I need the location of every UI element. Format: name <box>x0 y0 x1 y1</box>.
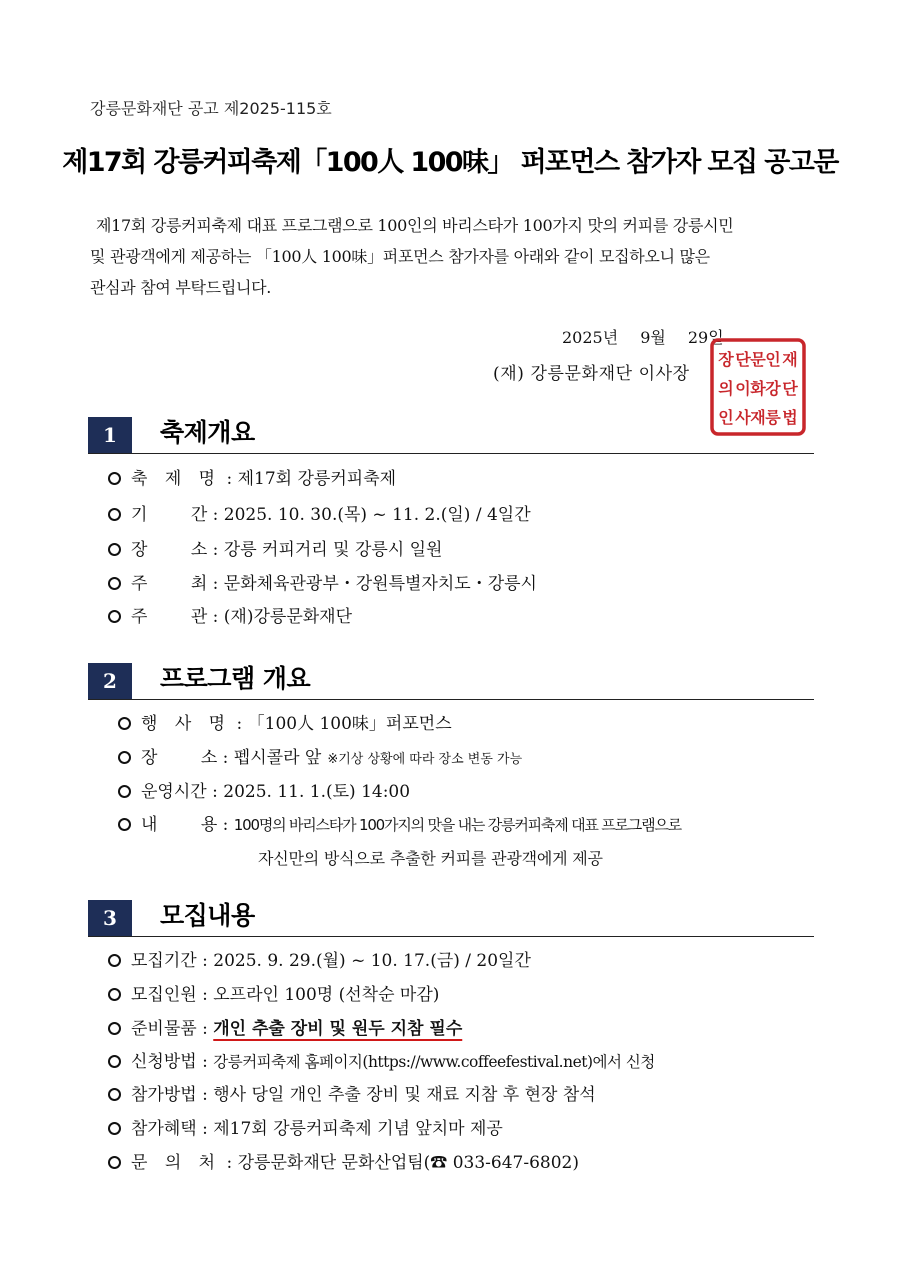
item-value: 2025. 9. 29.(월) ~ 10. 17.(금) / 20일간 <box>213 951 531 971</box>
item-label: 참가혜택 <box>131 1119 197 1139</box>
intro-line: 관심과 참여 부탁드립니다. <box>90 278 272 297</box>
bullet-circle-icon <box>118 818 131 831</box>
item-value: 펩시콜라 앞 <box>233 748 322 768</box>
notice-number: 강릉문화재단 공고 제2025-115호 <box>90 99 332 118</box>
date-month: 9월 <box>640 328 666 347</box>
list-item: 신청방법 : 강릉커피축제 홈페이지(https://www.coffeefestival.net)에서 신청 <box>108 1049 655 1075</box>
seal-glyph: 사 <box>735 408 751 427</box>
item-value: 제17회 강릉커피축제 기념 앞치마 제공 <box>213 1119 503 1139</box>
intro-paragraph <box>90 210 815 303</box>
list-item: 운영시간 : 2025. 11. 1.(토) 14:00 <box>118 779 410 805</box>
item-value: 강릉문화재단 문화산업팀(☎ 033-647-6802) <box>237 1153 579 1173</box>
intro-line: 제17회 강릉커피축제 대표 프로그램으로 100인의 바리스타가 100가지 맛의 커피를 강릉시민 <box>96 216 734 235</box>
seal-glyph: 인 <box>718 408 734 427</box>
item-value: 100명의 바리스타가 100가지의 맛을 내는 강릉커피축제 대표 프로그램으로 <box>233 816 681 834</box>
list-item: 준비물품 : 개인 추출 장비 및 원두 지참 필수 <box>108 1016 462 1042</box>
bullet-circle-icon <box>108 1088 121 1101</box>
seal-glyph: 재 <box>782 350 798 369</box>
item-value: 2025. 10. 30.(목) ~ 11. 2.(일) / 4일간 <box>223 505 531 525</box>
seal-glyph: 인 <box>765 350 781 369</box>
seal-glyph: 이 <box>735 379 751 398</box>
section-number: 3 <box>88 900 132 936</box>
bullet-circle-icon <box>108 1022 121 1035</box>
list-item: 참가혜택 : 제17회 강릉커피축제 기념 앞치마 제공 <box>108 1116 503 1142</box>
bullet-circle-icon <box>108 1055 121 1068</box>
item-value: 강릉 커피거리 및 강릉시 일원 <box>223 540 443 560</box>
seal-glyph: 단 <box>782 379 798 398</box>
bullet-circle-icon <box>108 1122 121 1135</box>
list-item: 행 사 명 : 「100人 100味」퍼포먼스 <box>118 711 452 737</box>
item-label: 주 관 <box>131 607 208 627</box>
item-label: 행 사 명 <box>141 714 232 734</box>
item-label: 주 최 <box>131 574 208 594</box>
item-value: (재)강릉문화재단 <box>223 607 353 627</box>
item-value: 제17회 강릉커피축제 <box>237 469 397 489</box>
seal-glyph: 재 <box>750 408 766 427</box>
document-title: 제17회 강릉커피축제「100人 100味」 퍼포먼스 참가자 모집 공고문 <box>62 147 838 178</box>
item-value: 문화체육관광부・강원특별자치도・강릉시 <box>223 574 537 594</box>
intro-line: 및 관광객에게 제공하는 「100人 100味」퍼포먼스 참가자를 아래와 같이 모집하오니 많은 <box>90 247 710 266</box>
section-title: 프로그램 개요 <box>160 664 311 693</box>
list-item: 모집인원 : 오프라인 100명 (선착순 마감) <box>108 982 439 1008</box>
issue-date <box>562 325 724 348</box>
list-item: 모집기간 : 2025. 9. 29.(월) ~ 10. 17.(금) / 20일간 <box>108 948 531 974</box>
bullet-circle-icon <box>108 577 121 590</box>
item-label: 신청방법 <box>131 1052 197 1072</box>
bullet-circle-icon <box>118 717 131 730</box>
list-item: 주 최 : 문화체육관광부・강원특별자치도・강릉시 <box>108 571 537 597</box>
list-item: 내 용 : 100명의 바리스타가 100가지의 맛을 내는 강릉커피축제 대표 프로그램으로 <box>118 812 681 838</box>
item-label: 내 용 <box>141 815 218 835</box>
section-number: 1 <box>88 417 132 453</box>
seal-glyph: 릉 <box>765 408 781 427</box>
list-item: 축 제 명 : 제17회 강릉커피축제 <box>108 466 396 492</box>
required-items-emphasis: 개인 추출 장비 및 원두 지참 필수 <box>213 1019 463 1039</box>
item-label: 모집기간 <box>131 951 197 971</box>
seal-glyph: 화 <box>750 379 766 398</box>
seal-glyph: 강 <box>765 379 781 398</box>
bullet-circle-icon <box>108 954 121 967</box>
seal-glyph: 문 <box>750 350 766 369</box>
item-label: 준비물품 <box>131 1019 197 1039</box>
item-label: 참가방법 <box>131 1085 197 1105</box>
bullet-circle-icon <box>108 988 121 1001</box>
bullet-circle-icon <box>108 472 121 485</box>
list-item: 기 간 : 2025. 10. 30.(목) ~ 11. 2.(일) / 4일간 <box>108 502 531 528</box>
section-title: 축제개요 <box>160 418 255 447</box>
list-item: 주 관 : (재)강릉문화재단 <box>108 604 352 630</box>
date-day: 29일 <box>687 328 724 347</box>
bullet-circle-icon <box>108 543 121 556</box>
list-item: 장 소 : 펩시콜라 앞 ※기상 상황에 따라 장소 변동 가능 <box>118 745 522 771</box>
section-header-overview <box>88 413 814 454</box>
venue-note: ※기상 상황에 따라 장소 변동 가능 <box>327 752 523 767</box>
item-value: 강릉커피축제 홈페이지(https://www.coffeefestival.net)에서 신청 <box>213 1053 655 1071</box>
item-value: 행사 당일 개인 추출 장비 및 재료 지참 후 현장 참석 <box>213 1085 596 1105</box>
date-year: 2025년 <box>562 328 619 347</box>
section-title: 모집내용 <box>160 901 255 930</box>
item-label: 기 간 <box>131 505 208 525</box>
list-item: 문 의 처 : 강릉문화재단 문화산업팀(☎ 033-647-6802) <box>108 1150 579 1176</box>
list-item: 참가방법 : 행사 당일 개인 추출 장비 및 재료 지참 후 현장 참석 <box>108 1082 596 1108</box>
section-number: 2 <box>88 663 132 699</box>
bullet-circle-icon <box>108 610 121 623</box>
section-header-program <box>88 659 814 700</box>
bullet-circle-icon <box>108 1156 121 1169</box>
item-value-continuation: 자신만의 방식으로 추출한 커피를 관광객에게 제공 <box>258 849 603 868</box>
list-item: 장 소 : 강릉 커피거리 및 강릉시 일원 <box>108 537 442 563</box>
item-label: 축 제 명 <box>131 469 222 489</box>
seal-glyph: 단 <box>735 350 751 369</box>
item-label: 장 소 <box>141 748 218 768</box>
item-label: 운영시간 <box>141 782 207 802</box>
item-label: 모집인원 <box>131 985 197 1005</box>
bullet-circle-icon <box>108 508 121 521</box>
item-label: 문 의 처 <box>131 1153 222 1173</box>
seal-glyph: 의 <box>718 379 734 398</box>
item-value: 오프라인 100명 (선착순 마감) <box>213 985 440 1005</box>
seal-glyph: 법 <box>782 408 798 427</box>
bullet-circle-icon <box>118 751 131 764</box>
bullet-circle-icon <box>118 785 131 798</box>
section-header-recruitment <box>88 896 814 937</box>
item-label: 장 소 <box>131 540 208 560</box>
seal-glyph: 장 <box>718 350 734 369</box>
item-value: 2025. 11. 1.(토) 14:00 <box>223 782 411 802</box>
item-value: 「100人 100味」퍼포먼스 <box>247 714 452 734</box>
issuer-name: (재) 강릉문화재단 이사장 <box>493 364 690 384</box>
